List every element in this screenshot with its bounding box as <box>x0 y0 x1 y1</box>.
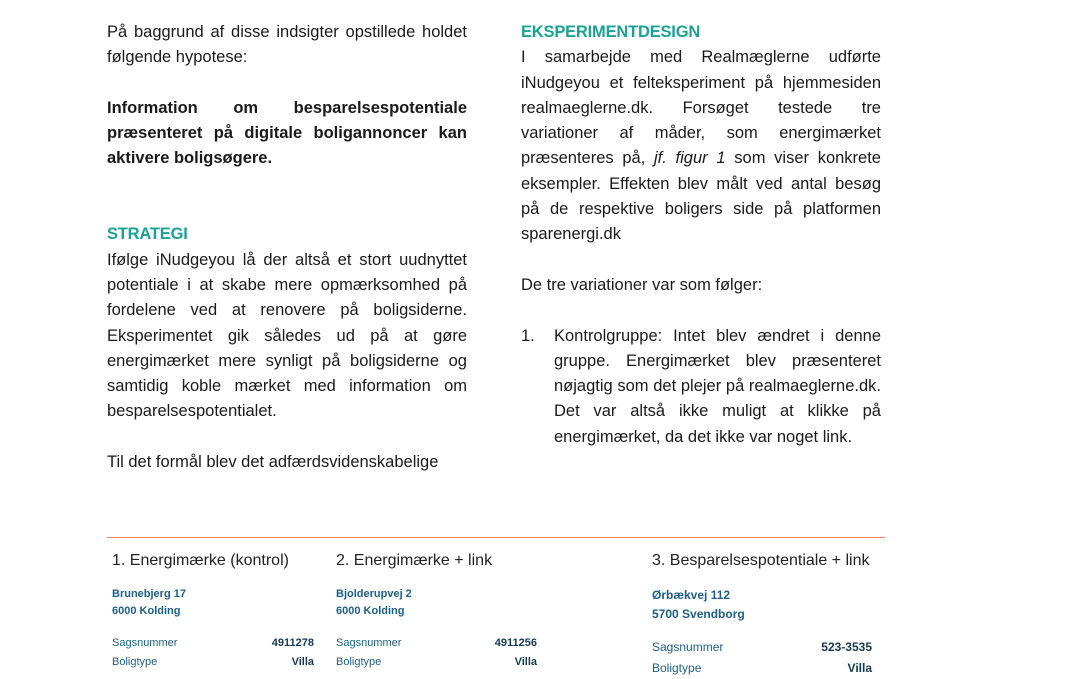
figure-panel-control <box>112 552 314 672</box>
figure-reference: jf. figur 1 <box>654 149 726 168</box>
figure-panel-link <box>336 552 537 672</box>
list-item-text: Kontrolgruppe: Intet blev ændret i denne gruppe. Energimærket blev præsenteret nøjagtig som det plejer på realmaeglerne.dk. Det var altså ikke muligt at klikke på energimærket, da det ikke var noget link. <box>554 326 881 446</box>
intro-paragraph: På baggrund af disse indsigter opstillede holdet følgende hypotese: <box>107 23 467 67</box>
left-column <box>107 20 467 475</box>
strategy-paragraph: Ifølge iNudgeyou lå der altså et stort uudnyttet potentiale i at skabe mere opmærksomhed på fordelene ved at renovere på boligsiderne. Eksperimentet gik således ud på at gøre energimærket mere synligt på boligsiderne og samtidig koble mærket med information om besparelsespotentialet. <box>107 250 467 421</box>
experiment-design-heading: EKSPERIMENTDESIGN <box>521 23 701 41</box>
row-value: 523-3535 <box>821 640 872 654</box>
variations-list <box>521 324 881 450</box>
listing-row-case-number <box>336 634 537 653</box>
list-item <box>521 324 881 450</box>
variations-intro: De tre variationer var som følger: <box>521 275 763 294</box>
row-label: Sagsnummer <box>652 640 724 654</box>
listing-city: 6000 Kolding <box>336 605 405 617</box>
panel-title: 3. Besparelsespotentiale + link <box>652 552 870 569</box>
list-item-number: 1. <box>521 326 535 345</box>
listing-city: 6000 Kolding <box>112 605 181 617</box>
row-value: Villa <box>514 656 537 668</box>
closing-paragraph: Til det formål blev det adfærdsvidenskabelige <box>107 453 439 472</box>
design-text-part-b: som viser konkrete eksempler. Effekten blev målt ved antal besøg på de respektive boligers side på platformen sparenergi.dk <box>521 149 881 244</box>
row-value: 4911278 <box>271 637 314 649</box>
listing-row-case-number <box>112 634 314 653</box>
design-text-part-a: I samarbejde med Realmæglerne udførte iNudgeyou et felteksperiment på hjemmesiden realmaeglerne.dk. Forsøget testede tre variationer af måder, som energimærket præsenteres på, <box>521 48 881 168</box>
row-label: Boligtype <box>336 656 382 668</box>
listing-row-property-type <box>336 653 537 672</box>
listing-street: Brunebjerg 17 <box>112 588 186 600</box>
listing-street: Ørbækvej 112 <box>652 588 731 602</box>
figure-divider <box>107 537 885 538</box>
listing-row-property-type <box>112 653 314 672</box>
right-column <box>521 20 881 450</box>
experiment-design-paragraph <box>521 45 881 247</box>
strategy-heading: STRATEGI <box>107 225 188 244</box>
panel-title: 1. Energimærke (kontrol) <box>112 552 289 569</box>
row-label: Sagsnummer <box>112 637 178 649</box>
panel-title: 2. Energimærke + link <box>336 552 493 569</box>
figure-panel-savings <box>652 552 872 679</box>
row-label: Sagsnummer <box>336 637 402 649</box>
hypothesis-statement: Information om besparelsespotentiale præsenteret på digitale boligannoncer kan aktivere boligsøgere. <box>107 98 467 168</box>
listing-row-case-number <box>652 637 872 658</box>
listing-row-property-type <box>652 658 872 679</box>
listing-street: Bjolderupvej 2 <box>336 588 412 600</box>
listing-city: 5700 Svendborg <box>652 607 745 621</box>
row-label: Boligtype <box>112 656 158 668</box>
row-value: 4911256 <box>494 637 537 649</box>
row-value: Villa <box>291 656 314 668</box>
row-value: Villa <box>847 661 872 675</box>
row-label: Boligtype <box>652 661 702 675</box>
